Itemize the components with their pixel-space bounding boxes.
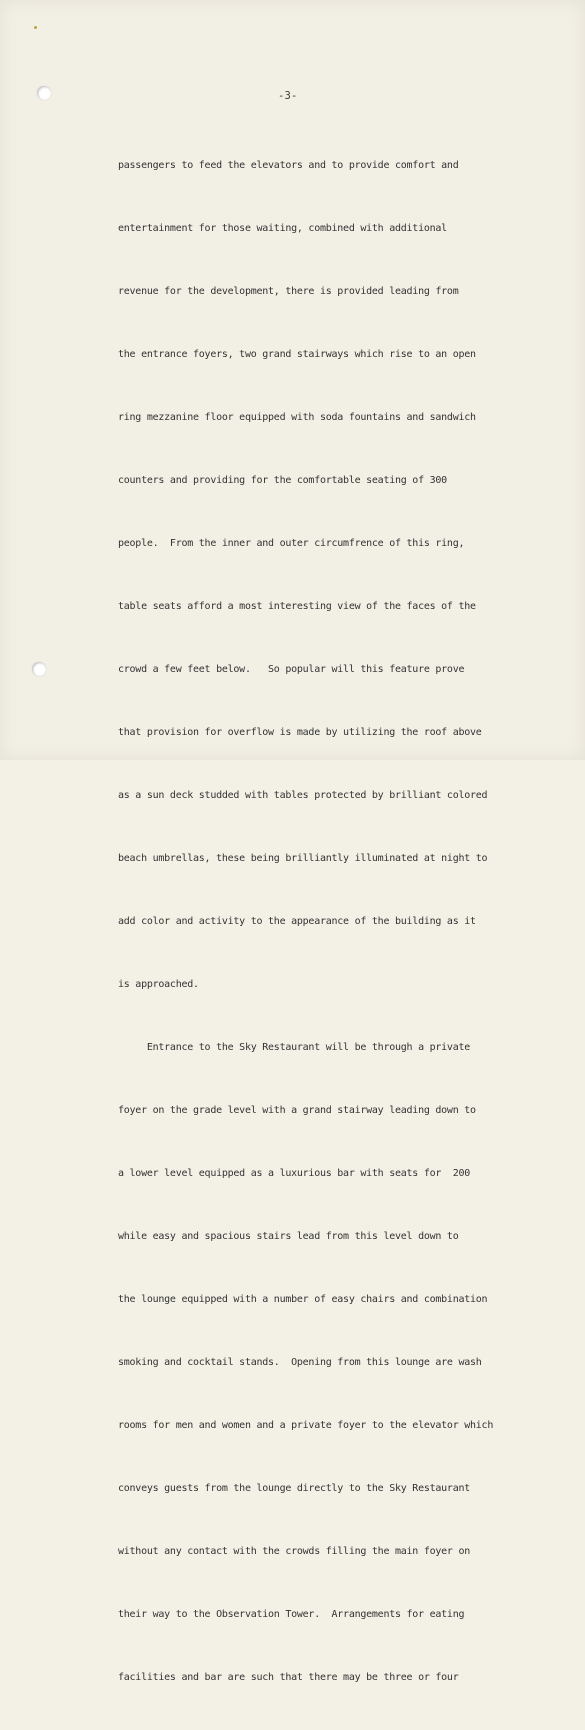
text-line: that provision for overflow is made by utilizing the roof above [118, 727, 482, 738]
binder-hole-top [37, 86, 51, 100]
text-line: smoking and cocktail stands. Opening from this lounge are wash [118, 1357, 482, 1368]
text-line: their way to the Observation Tower. Arrangements for eating [118, 1609, 465, 1620]
text-line: is approached. [118, 979, 199, 990]
text-line: passengers to feed the elevators and to provide comfort and [118, 160, 459, 171]
text-line: Entrance to the Sky Restaurant will be through a private [118, 1042, 471, 1053]
text-line: counters and providing for the comfortable seating of 300 [118, 475, 447, 486]
text-line: the lounge equipped with a number of easy chairs and combination [118, 1294, 488, 1305]
text-line: foyer on the grade level with a grand stairway leading down to [118, 1105, 476, 1116]
page-number: -3- [278, 90, 298, 102]
binder-hole-bottom [32, 662, 46, 676]
text-line: crowd a few feet below. So popular will this feature prove [118, 664, 465, 675]
text-line: revenue for the development, there is provided leading from [118, 286, 459, 297]
document-body [118, 113, 498, 1730]
text-line: without any contact with the crowds filling the main foyer on [118, 1546, 471, 1557]
text-line: a lower level equipped as a luxurious bar with seats for 200 [118, 1168, 471, 1179]
text-line: table seats afford a most interesting view of the faces of the [118, 601, 476, 612]
text-line: while easy and spacious stairs lead from this level down to [118, 1231, 459, 1242]
text-line: people. From the inner and outer circumfrence of this ring, [118, 538, 465, 549]
text-line: as a sun deck studded with tables protected by brilliant colored [118, 790, 488, 801]
text-line: the entrance foyers, two grand stairways which rise to an open [118, 349, 476, 360]
text-line: ring mezzanine floor equipped with soda fountains and sandwich [118, 412, 476, 423]
text-line: add color and activity to the appearance of the building as it [118, 916, 476, 927]
text-line: facilities and bar are such that there may be three or four [118, 1672, 459, 1683]
text-line: entertainment for those waiting, combined with additional [118, 223, 447, 234]
paper-speck [34, 26, 37, 29]
text-line: beach umbrellas, these being brilliantly illuminated at night to [118, 853, 488, 864]
text-line: conveys guests from the lounge directly to the Sky Restaurant [118, 1483, 471, 1494]
text-line: rooms for men and women and a private foyer to the elevator which [118, 1420, 494, 1431]
